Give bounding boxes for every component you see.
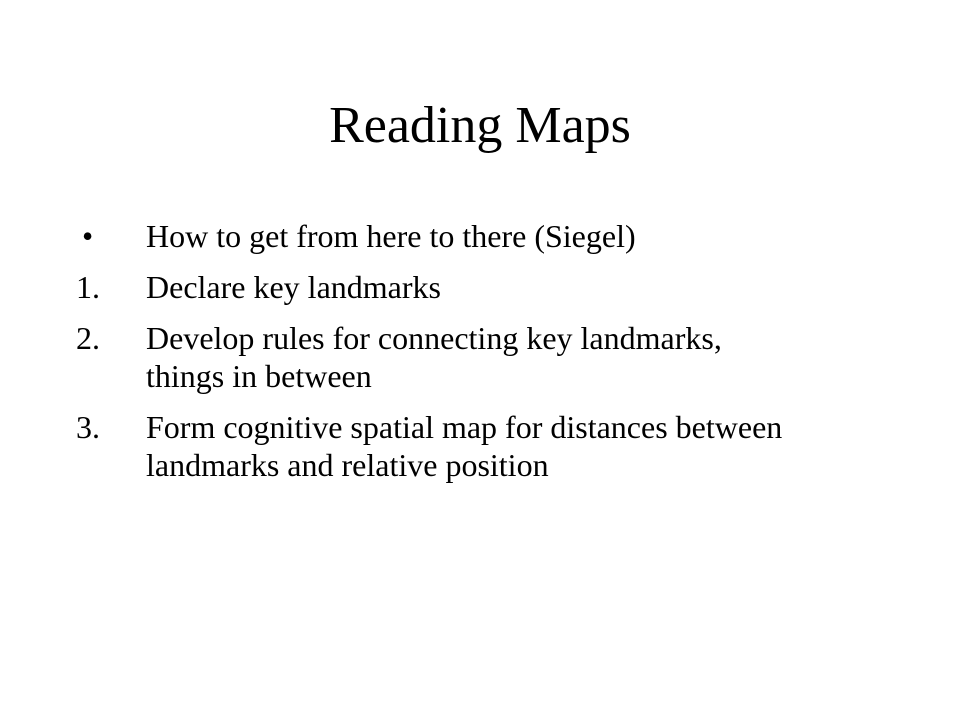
bullet-marker: • [82, 218, 94, 254]
number-marker: 2. [76, 320, 100, 356]
list-item-text: Form cognitive spatial map for distances between landmarks and relative position [146, 409, 783, 483]
list-item-text: Declare key landmarks [146, 269, 441, 305]
number-marker: 1. [76, 269, 100, 305]
list-item [76, 408, 936, 484]
list-item [76, 268, 936, 306]
list-item-text: Develop rules for connecting key landmarks, things in between [146, 320, 722, 394]
slide-list [76, 217, 936, 497]
list-item [76, 319, 936, 395]
slide-title: Reading Maps [329, 97, 631, 154]
list-item [76, 217, 936, 255]
number-marker: 3. [76, 409, 100, 445]
list-item-text: How to get from here to there (Siegel) [146, 218, 636, 254]
